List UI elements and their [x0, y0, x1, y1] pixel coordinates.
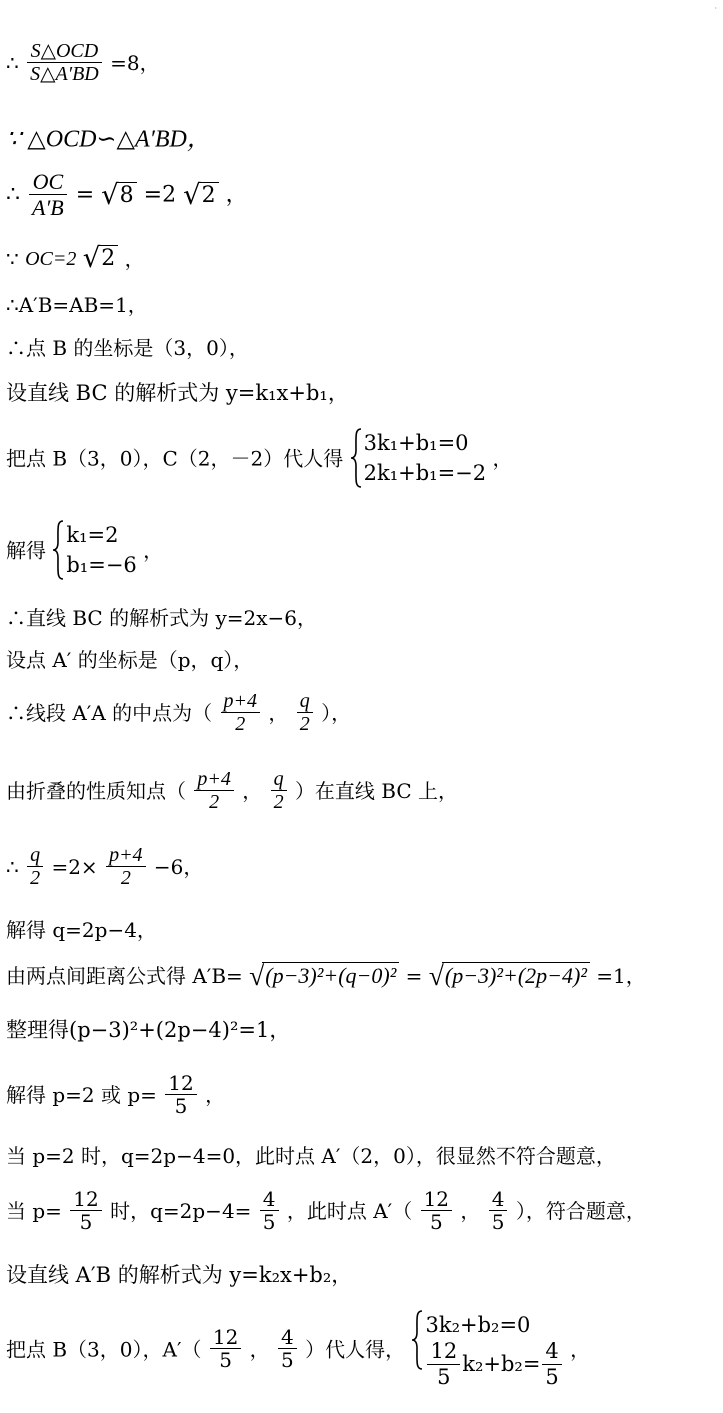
- fraction-denominator: 5: [174, 1094, 188, 1118]
- line-tail: ），符合题意，: [515, 1199, 646, 1223]
- separator: ，: [268, 701, 289, 725]
- line-oc-length: [6, 242, 145, 274]
- line-area-ratio: [6, 40, 160, 86]
- fraction-numerator: q: [271, 768, 287, 791]
- distance-text: 由两点间距离公式得 A′B=: [6, 963, 243, 988]
- fraction-twelve-fifths: [70, 1188, 101, 1234]
- radicand: (p−3)²+(q−0)²: [262, 962, 399, 987]
- line-tail: ，: [225, 182, 248, 208]
- fraction-denominator: S△A′BD: [30, 63, 99, 85]
- system-row-2: 2k₁+b₁=−2: [363, 461, 487, 486]
- fraction-denominator: 5: [281, 1348, 294, 1373]
- radicand: (p−3)²+(2p−4)²: [442, 962, 590, 987]
- substitute-text-a: 把点 B（3，0），A′（: [6, 1337, 202, 1362]
- therefore-symbol: ∴: [6, 51, 19, 75]
- radicand: 2: [199, 182, 219, 207]
- fraction-denominator: 5: [219, 1348, 232, 1373]
- fraction-p-plus-4: [194, 768, 234, 814]
- sqrt-distance-2: [429, 962, 590, 990]
- line-folding-property: [6, 768, 458, 814]
- fraction-denominator: A′B: [32, 195, 64, 221]
- because-symbol: ∵: [6, 126, 22, 153]
- fraction-four-fifths: [260, 1188, 279, 1234]
- fraction-numerator: 12: [165, 1072, 196, 1095]
- oc-value: OC=2: [25, 247, 77, 270]
- fraction-numerator: p+4: [106, 844, 146, 867]
- line-tail: −6，: [153, 855, 204, 879]
- fraction-denominator: 2: [235, 713, 246, 735]
- fraction-q: [271, 768, 287, 814]
- fraction-q: [27, 844, 43, 890]
- fraction-denominator: 5: [79, 1210, 93, 1234]
- line-tail: ，: [205, 1083, 226, 1107]
- because-symbol: ∵: [6, 246, 19, 271]
- folding-text: 由折叠的性质知点（: [6, 779, 186, 803]
- fraction-denominator: 2: [299, 713, 310, 735]
- line-case-p2: 当 p=2 时，q=2p−4=0，此时点 A′（2，0），很显然不符合题意，: [6, 1144, 616, 1168]
- fraction-numerator: 4: [278, 1326, 297, 1349]
- fraction-denominator: 2: [209, 791, 220, 813]
- therefore-symbol: ∴: [6, 182, 20, 208]
- radicand: 2: [98, 245, 118, 270]
- separator: ，: [460, 1199, 481, 1223]
- line-midpoint-equation: [6, 844, 203, 890]
- fraction-numerator: 4: [489, 1188, 508, 1211]
- line-tail: ，: [143, 538, 164, 563]
- fraction-q: [297, 690, 313, 736]
- line-tail: ，: [570, 1337, 591, 1362]
- separator: ，: [249, 1337, 270, 1362]
- row-middle: k₂+b₂=: [462, 1352, 541, 1377]
- fraction-denominator: 5: [262, 1210, 276, 1234]
- system-row-1: k₁=2: [66, 523, 119, 547]
- radical-icon: √: [82, 242, 101, 274]
- line-point-b: ∴点 B 的坐标是（3，0），: [6, 336, 249, 360]
- line-tail: ，: [492, 446, 513, 471]
- line-similar-triangles: [6, 126, 211, 151]
- line-solve-bc: [6, 520, 163, 581]
- fraction-four-fifths: [278, 1326, 297, 1372]
- fraction-twelve-fifths: [210, 1326, 241, 1372]
- radical-icon: √: [183, 178, 201, 211]
- line-bc-result: ∴直线 BC 的解析式为 y=2x−6，: [6, 606, 317, 630]
- sqrt-two: [82, 242, 119, 274]
- line-bc-form: 设直线 BC 的解析式为 y=k₁x+b₁，: [6, 381, 349, 405]
- radical-icon: √: [101, 178, 119, 211]
- system-row-1: 3k₂+b₂=0: [425, 1313, 531, 1337]
- line-ab-length: ∴A′B=AB=1，: [6, 293, 148, 317]
- fraction-twelve-fifths: [421, 1188, 452, 1234]
- fraction-numerator: p+4: [221, 690, 261, 713]
- equation-rest: =8，: [110, 51, 160, 75]
- fraction-numerator: 4: [542, 1340, 561, 1364]
- sqrt-two: [183, 178, 219, 211]
- solve-text: 解得: [6, 538, 46, 563]
- line-tail: ，: [124, 246, 145, 271]
- radical-icon: √: [249, 960, 265, 991]
- corner-mark: ·: [714, 4, 717, 13]
- line-substitute-bc: [6, 428, 513, 489]
- fraction-denominator: 5: [545, 1364, 559, 1389]
- line-distance-formula: [6, 962, 646, 990]
- fraction-numerator: q: [297, 690, 313, 713]
- line-q-result: 解得 q=2p−4，: [6, 918, 157, 942]
- fraction-numerator: 12: [427, 1340, 460, 1364]
- fraction-four-fifths: [489, 1188, 508, 1234]
- case-text-c: ，此时点 A′（: [286, 1199, 413, 1223]
- fraction-numerator: q: [27, 844, 43, 867]
- line-case-p-twelve-fifths: [6, 1188, 646, 1234]
- fraction-twelve-fifths: [427, 1340, 460, 1388]
- fraction-p-plus-4: [106, 844, 146, 890]
- equals-two: =2: [143, 182, 177, 208]
- line-point-a-prime: 设点 A′ 的坐标是（p，q），: [6, 648, 254, 672]
- area-ratio-fraction: [27, 40, 102, 86]
- equals-sign: =: [405, 963, 423, 988]
- line-tail: =1，: [596, 963, 646, 988]
- side-ratio-fraction: [29, 170, 67, 220]
- separator: ，: [242, 779, 263, 803]
- similarity-statement: △OCD∽△A′BD，: [27, 126, 211, 153]
- fraction-denominator: 2: [273, 791, 284, 813]
- fraction-denominator: 2: [120, 867, 131, 889]
- system-row-2: [425, 1340, 563, 1388]
- line-substitute-a-prime-b: [6, 1310, 590, 1389]
- fraction-numerator: 12: [210, 1326, 241, 1349]
- left-brace-icon: [52, 520, 64, 580]
- line-a-prime-b-form: 设直线 A′B 的解析式为 y=k₂x+b₂，: [6, 1263, 353, 1287]
- fraction-numerator: p+4: [194, 768, 234, 791]
- sqrt-eight: [101, 178, 137, 211]
- equation-system: [350, 428, 487, 489]
- fraction-numerator: 4: [260, 1188, 279, 1211]
- fraction-p-plus-4: [221, 690, 261, 736]
- fraction-twelve-fifths: [165, 1072, 196, 1118]
- left-brace-icon: [411, 1310, 423, 1370]
- equals-sign: =: [75, 182, 95, 208]
- line-simplify: 整理得(p−3)²+(2p−4)²=1，: [6, 1018, 291, 1042]
- sqrt-distance-1: [249, 962, 399, 990]
- equation-system: [411, 1310, 563, 1389]
- fraction-numerator: S△OCD: [27, 40, 102, 63]
- p-solutions-text: 解得 p=2 或 p=: [6, 1083, 157, 1107]
- substitute-text-b: ）代人得，: [305, 1337, 406, 1362]
- line-midpoint: [6, 690, 351, 736]
- substitute-text: 把点 B（3，0），C（2，－2）代人得: [6, 446, 344, 471]
- fraction-numerator: OC: [29, 170, 67, 195]
- line-p-solutions: [6, 1072, 225, 1118]
- radical-icon: √: [428, 960, 444, 991]
- fraction-denominator: 2: [30, 867, 41, 889]
- line-tail: ），: [321, 701, 352, 725]
- solution-system: [52, 520, 136, 581]
- fraction-four-fifths: [542, 1340, 561, 1388]
- fraction-denominator: 5: [491, 1210, 505, 1234]
- line-side-ratio: [6, 170, 248, 220]
- system-row-1: 3k₁+b₁=0: [363, 431, 469, 455]
- midpoint-text: ∴线段 A′A 的中点为（: [6, 701, 213, 725]
- fraction-denominator: 5: [429, 1210, 443, 1234]
- fraction-denominator: 5: [437, 1364, 451, 1389]
- system-row-2: b₁=−6: [66, 553, 137, 578]
- therefore-symbol: ∴: [6, 855, 19, 879]
- fraction-numerator: 12: [421, 1188, 452, 1211]
- equation-middle: =2×: [51, 855, 98, 879]
- case-text-a: 当 p=: [6, 1199, 62, 1223]
- radicand: 8: [117, 182, 137, 207]
- left-brace-icon: [350, 428, 362, 488]
- fraction-numerator: 12: [70, 1188, 101, 1211]
- line-tail: ）在直线 BC 上，: [294, 779, 459, 803]
- case-text-b: 时，q=2p−4=: [110, 1199, 252, 1223]
